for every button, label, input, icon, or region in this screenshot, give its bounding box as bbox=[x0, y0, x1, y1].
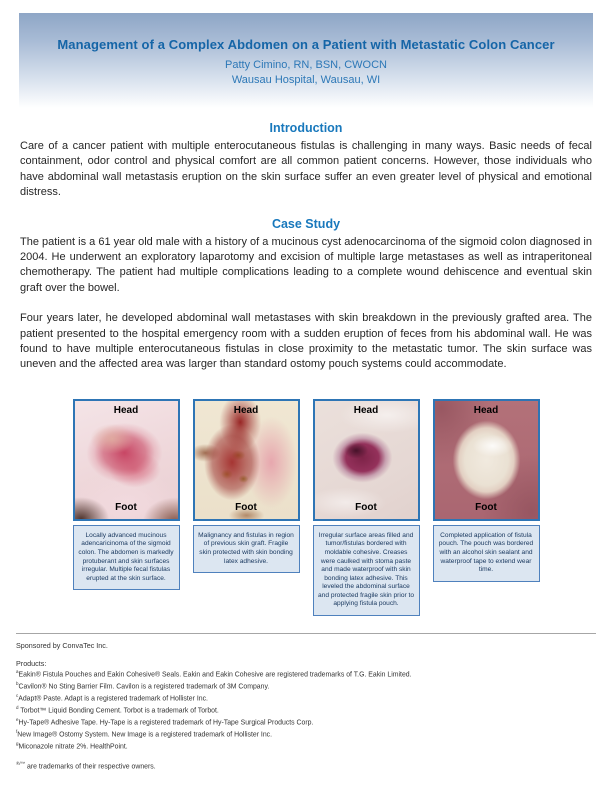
footer bbox=[16, 633, 596, 770]
case-study-heading: Case Study bbox=[271, 216, 341, 231]
footnote-marker: a bbox=[16, 668, 19, 674]
products-heading: Products: bbox=[16, 658, 47, 668]
clinical-photo-3 bbox=[313, 399, 420, 521]
product-text: Eakin® Fistula Pouches and Eakin Cohesive® Seals. Eakin and Eakin Cohesive are registered trademarks of T.G. Eakin Limited. bbox=[18, 671, 412, 679]
product-text: Hy-Tape® Adhesive Tape. Hy-Tape is a registered trademark of Hy-Tape Surgical Products Corp. bbox=[18, 719, 314, 727]
affiliation-line: Wausau Hospital, Wausau, WI bbox=[231, 74, 381, 86]
product-line-adapt bbox=[16, 692, 596, 704]
footnote-marker: c bbox=[16, 692, 19, 698]
foot-label: Foot bbox=[115, 501, 137, 513]
product-text: New Image® Ostomy System. New Image is a registered trademark of Hollister Inc. bbox=[17, 731, 273, 739]
introduction-paragraph: Care of a cancer patient with multiple enterocutaneous fistulas is challenging in many ways. Basic needs of fecal containment, odor control and physical comfort are all common patient concerns. However, those individuals who have abdominal wall metastasis eruption on the skin surface suffer an even greater level of physical and emotional distress. bbox=[20, 140, 592, 199]
product-line-cavilon bbox=[16, 680, 596, 692]
content-area bbox=[0, 121, 612, 373]
clinical-photo-2 bbox=[193, 399, 300, 521]
product-line-eakin bbox=[16, 668, 596, 680]
trademark-note bbox=[16, 761, 596, 770]
case-study-paragraph-1: The patient is a 61 year old male with a history of a mucinous cyst adenocarcinoma of the sigmoid colon diagnosed in 2004. He underwent an exploratory laparotomy and excision of multiple large metastases as well as intraperitoneal chemotherapy. The patient had multiple complications leading to a complete wound dehiscence and eventual skin graft over the bowel. bbox=[20, 235, 592, 294]
product-line-miconazole bbox=[16, 740, 596, 752]
foot-label: Foot bbox=[235, 501, 257, 513]
trademark-symbols: ®/™ bbox=[16, 760, 26, 766]
footnote-marker: g bbox=[16, 740, 19, 746]
product-text: Adapt® Paste. Adapt is a registered trademark of Hollister Inc. bbox=[18, 695, 208, 703]
product-line-torbot bbox=[16, 704, 596, 716]
clinical-photo-4 bbox=[433, 399, 540, 521]
figure-1 bbox=[73, 399, 180, 590]
product-line-hytape bbox=[16, 716, 596, 728]
product-line-newimage bbox=[16, 728, 596, 740]
figure-1-caption: Locally advanced mucinous adencaricinoma of the sigmoid colon. The abdomen is markedly protuberant and skin surfaces irregular. Multiple fecal fistulas erupted at the skin surface. bbox=[73, 525, 180, 590]
foot-label: Foot bbox=[355, 501, 377, 513]
introduction-heading: Introduction bbox=[269, 121, 343, 135]
header-band bbox=[19, 13, 593, 108]
figure-3 bbox=[313, 399, 420, 616]
product-text: Miconazole nitrate 2%. HealthPoint. bbox=[18, 743, 128, 751]
clinical-photo-1 bbox=[73, 399, 180, 521]
head-label: Head bbox=[473, 404, 499, 416]
sponsor-line: Sponsored by ConvaTec Inc. bbox=[16, 640, 108, 650]
footer-divider bbox=[16, 633, 596, 634]
footnote-marker: e bbox=[16, 716, 19, 722]
clinical-figures-row bbox=[0, 399, 612, 616]
footnote-marker: f bbox=[16, 728, 18, 734]
foot-label: Foot bbox=[475, 501, 497, 513]
figure-2 bbox=[193, 399, 300, 573]
footnote-marker: b bbox=[16, 680, 19, 686]
author-line: Patty Cimino, RN, BSN, CWOCN bbox=[225, 59, 387, 71]
product-text: Cavilon® No Sting Barrier Film. Cavilon is a registered trademark of 3M Company. bbox=[18, 683, 270, 691]
head-label: Head bbox=[233, 404, 259, 416]
figure-4 bbox=[433, 399, 540, 582]
case-study-paragraph-2: Four years later, he developed abdominal wall metastases with skin breakdown in the previously grafted area. The patient presented to the hospital emergency room with a sudden eruption of feces from his abdominal wall. He was found to have multiple enterocutaneous fistulas in close proximity to the metastatic tumor. The skin surface was uneven and the affected area was larger than standard ostomy pouch systems could accommodate. bbox=[20, 312, 592, 371]
trademark-note-text: are trademarks of their respective owners. bbox=[25, 763, 156, 771]
head-label: Head bbox=[113, 404, 139, 416]
figure-4-caption: Completed application of fistula pouch. The pouch was bordered with an alcohol skin sealant and waterproof tape to extend wear time. bbox=[433, 525, 540, 582]
footnote-marker: d bbox=[16, 704, 19, 710]
product-text: Torbot™ Liquid Bonding Cement. Torbot is a trademark of Torbot. bbox=[18, 707, 219, 715]
figure-2-caption: Malignancy and fistulas in region of previous skin graft. Fragile skin protected with skin bonding latex adhesive. bbox=[193, 525, 300, 573]
head-label: Head bbox=[353, 404, 379, 416]
figure-3-caption: Irregular surface areas filled and tumor/fistulas bordered with moldable cohesive. Creases were caulked with stoma paste and made waterproof with skin bonding latex adhesive. This leveled the abdominal surface and protected fragile skin prior to applying fistula pouch. bbox=[313, 525, 420, 616]
page-title: Management of a Complex Abdomen on a Patient with Metastatic Colon Cancer bbox=[57, 37, 555, 52]
